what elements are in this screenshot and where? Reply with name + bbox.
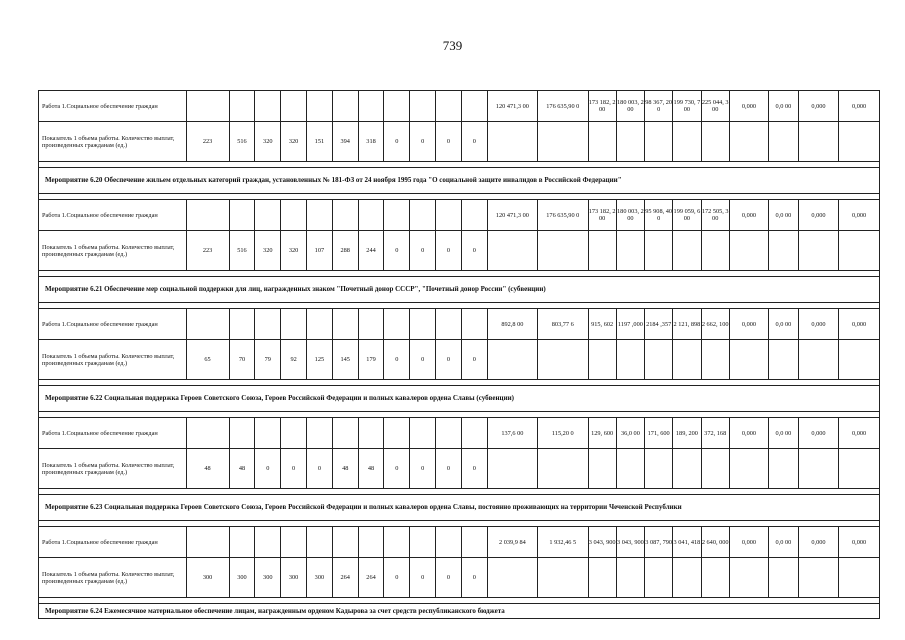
table-cell: 0,000: [798, 309, 839, 340]
table-cell: 36,0 00: [616, 418, 644, 449]
table-cell: 0,0 00: [769, 309, 799, 340]
table-cell: [410, 91, 436, 122]
table-cell: 173 182, 200: [588, 200, 616, 231]
table-cell: [281, 418, 307, 449]
table-cell: 0,000: [798, 200, 839, 231]
table-cell: 892,8 00: [487, 309, 537, 340]
table-cell: 3 087, 790: [645, 527, 673, 558]
table-cell: [229, 418, 255, 449]
table-cell: [538, 449, 588, 489]
table-cell: 0,000: [839, 309, 880, 340]
table-cell: 0: [307, 449, 333, 489]
table-cell: [436, 418, 462, 449]
table-cell: 179: [358, 340, 384, 380]
table-cell: 0: [461, 558, 487, 598]
table-cell: 244: [358, 231, 384, 271]
table-cell: [839, 449, 880, 489]
table-cell: [186, 527, 229, 558]
table-cell: [461, 527, 487, 558]
table-cell: 0: [384, 449, 410, 489]
work-label: Работа 1.Социальное обеспечение граждан: [39, 527, 187, 558]
table-cell: [255, 91, 281, 122]
table-cell: 2184 ,357: [645, 309, 673, 340]
table-cell: 225 044, 300: [701, 91, 729, 122]
table-cell: [229, 200, 255, 231]
table-cell: 129, 600: [588, 418, 616, 449]
table-cell: 151: [307, 122, 333, 162]
table-cell: [186, 418, 229, 449]
table-cell: 145: [332, 340, 358, 380]
table-cell: [798, 340, 839, 380]
work-row: [39, 418, 880, 449]
table-cell: [332, 309, 358, 340]
table-cell: [839, 122, 880, 162]
table-cell: [307, 309, 333, 340]
table-cell: 0: [281, 449, 307, 489]
table-cell: 915, 602: [588, 309, 616, 340]
table-cell: 0,000: [729, 418, 768, 449]
table-cell: [358, 527, 384, 558]
table-cell: [729, 122, 768, 162]
table-cell: [410, 527, 436, 558]
table-cell: [588, 122, 616, 162]
table-cell: [461, 309, 487, 340]
table-cell: [701, 449, 729, 489]
table-cell: [729, 340, 768, 380]
table-cell: [255, 309, 281, 340]
table-cell: 176 635,90 0: [538, 200, 588, 231]
table-cell: 372, 168: [701, 418, 729, 449]
table-cell: 199 059, 600: [673, 200, 701, 231]
table-cell: 0,000: [729, 200, 768, 231]
table-cell: [436, 91, 462, 122]
table-cell: 0,0 00: [769, 527, 799, 558]
table-cell: 0,000: [839, 200, 880, 231]
table-cell: [410, 418, 436, 449]
table-cell: [307, 527, 333, 558]
table-cell: [358, 309, 384, 340]
table-cell: 0: [410, 231, 436, 271]
table-cell: 115,20 0: [538, 418, 588, 449]
section-row: [39, 386, 880, 412]
work-label: Работа 1.Социальное обеспечение граждан: [39, 200, 187, 231]
work-label: Работа 1.Социальное обеспечение граждан: [39, 309, 187, 340]
table-cell: [186, 309, 229, 340]
table-cell: [307, 200, 333, 231]
table-cell: [461, 200, 487, 231]
table-cell: 320: [281, 231, 307, 271]
table-cell: 318: [358, 122, 384, 162]
table-cell: [538, 122, 588, 162]
table-cell: [769, 340, 799, 380]
table-cell: 3 043, 900: [616, 527, 644, 558]
table-cell: [255, 418, 281, 449]
table-cell: [729, 558, 768, 598]
indicator-row: [39, 449, 880, 489]
work-label: Работа 1.Социальное обеспечение граждан: [39, 418, 187, 449]
table-cell: 320: [281, 122, 307, 162]
table-cell: [701, 558, 729, 598]
table-cell: 0: [436, 122, 462, 162]
table-cell: 0: [461, 449, 487, 489]
table-cell: [384, 418, 410, 449]
table-cell: 48: [358, 449, 384, 489]
table-cell: 0: [436, 231, 462, 271]
table-cell: 79: [255, 340, 281, 380]
table-cell: [538, 340, 588, 380]
table-cell: [701, 122, 729, 162]
section-row: [39, 168, 880, 194]
table-cell: [798, 449, 839, 489]
table-cell: [538, 558, 588, 598]
table-cell: 394: [332, 122, 358, 162]
section-title: Мероприятие 6.23 Социальная поддержка Героев Советского Союза, Героев Российской Федерации и полных кавалеров ордена Славы, постоянно проживающих на территории Чеченской Республики: [39, 495, 880, 521]
table-cell: [410, 200, 436, 231]
table-cell: 0,000: [839, 418, 880, 449]
section-row: [39, 604, 880, 619]
table-cell: [487, 449, 537, 489]
table-cell: [701, 231, 729, 271]
table-cell: 264: [332, 558, 358, 598]
table-cell: [616, 449, 644, 489]
table-cell: 0,0 00: [769, 200, 799, 231]
table-cell: 1197 ,000: [616, 309, 644, 340]
table-cell: [673, 558, 701, 598]
table-cell: 264: [358, 558, 384, 598]
table-cell: 172 505, 300: [701, 200, 729, 231]
table-cell: 3 043, 900: [588, 527, 616, 558]
indicator-label: Показатель 1 объема работы. Количество выплат, произведенных гражданам (ед.): [39, 449, 187, 489]
table-cell: [358, 200, 384, 231]
budget-table: [38, 90, 880, 619]
table-cell: [673, 340, 701, 380]
table-cell: [588, 340, 616, 380]
table-cell: 0,000: [798, 91, 839, 122]
table-cell: [729, 449, 768, 489]
table-cell: [384, 309, 410, 340]
table-cell: [332, 527, 358, 558]
section-title: Мероприятие 6.24 Ежемесячное материальное обеспечение лицам, награжденным орденом Кадырова за счет средств республиканского бюджета: [39, 604, 880, 619]
table-cell: [281, 91, 307, 122]
table-cell: 2 121, 898: [673, 309, 701, 340]
table-cell: 0: [384, 340, 410, 380]
table-cell: [487, 340, 537, 380]
indicator-row: [39, 340, 880, 380]
table-cell: [332, 418, 358, 449]
table-cell: 300: [307, 558, 333, 598]
table-cell: [307, 91, 333, 122]
table-cell: 65: [186, 340, 229, 380]
table-cell: 48: [229, 449, 255, 489]
table-cell: 0,000: [729, 527, 768, 558]
table-cell: 0,000: [729, 309, 768, 340]
table-cell: [673, 231, 701, 271]
table-cell: 0,000: [798, 527, 839, 558]
table-cell: 180 003, 200: [616, 200, 644, 231]
table-cell: [798, 122, 839, 162]
table-cell: 0,000: [839, 91, 880, 122]
table-cell: 0: [436, 340, 462, 380]
table-cell: 803,77 6: [538, 309, 588, 340]
table-cell: [839, 340, 880, 380]
table-cell: 171, 600: [645, 418, 673, 449]
table-cell: [487, 122, 537, 162]
table-body: [39, 91, 880, 619]
table-cell: 300: [229, 558, 255, 598]
table-cell: [645, 231, 673, 271]
table-cell: [358, 418, 384, 449]
indicator-row: [39, 558, 880, 598]
table-cell: 180 003, 200: [616, 91, 644, 122]
section-title: Мероприятие 6.21 Обеспечение мер социальной поддержки для лиц, награжденных знаком "Почетный донор СССР", "Почетный донор России" (субвенции): [39, 277, 880, 303]
table-cell: 288: [332, 231, 358, 271]
table-cell: 107: [307, 231, 333, 271]
table-cell: 0: [410, 122, 436, 162]
work-row: [39, 200, 880, 231]
table-cell: [673, 122, 701, 162]
table-cell: 125: [307, 340, 333, 380]
table-cell: 300: [186, 558, 229, 598]
table-cell: 0: [384, 558, 410, 598]
table-cell: [307, 418, 333, 449]
table-cell: [436, 200, 462, 231]
table-cell: [384, 200, 410, 231]
table-cell: 0,000: [798, 418, 839, 449]
table-cell: 176 635,90 0: [538, 91, 588, 122]
table-cell: [769, 449, 799, 489]
table-cell: 48: [332, 449, 358, 489]
table-cell: 223: [186, 122, 229, 162]
table-cell: 3 041, 418: [673, 527, 701, 558]
indicator-label: Показатель 1 объема работы. Количество выплат, произведенных гражданам (ед.): [39, 340, 187, 380]
table-cell: [839, 558, 880, 598]
table-cell: [281, 200, 307, 231]
section-row: [39, 495, 880, 521]
table-cell: 189, 200: [673, 418, 701, 449]
table-cell: [798, 231, 839, 271]
table-cell: [616, 122, 644, 162]
table-cell: [229, 527, 255, 558]
table-cell: [701, 340, 729, 380]
table-cell: [384, 527, 410, 558]
table-cell: 300: [255, 558, 281, 598]
table-cell: [384, 91, 410, 122]
work-label: Работа 1.Социальное обеспечение граждан: [39, 91, 187, 122]
table-cell: 0: [255, 449, 281, 489]
table-cell: 320: [255, 231, 281, 271]
table-cell: 173 182, 200: [588, 91, 616, 122]
table-cell: [729, 231, 768, 271]
table-cell: 320: [255, 122, 281, 162]
table-cell: 0: [461, 340, 487, 380]
table-cell: 0,0 00: [769, 418, 799, 449]
indicator-label: Показатель 1 объема работы. Количество выплат, произведенных гражданам (ед.): [39, 558, 187, 598]
table-cell: [229, 91, 255, 122]
table-cell: [332, 91, 358, 122]
table-cell: [588, 449, 616, 489]
table-cell: 0: [436, 449, 462, 489]
table-cell: [281, 309, 307, 340]
table-cell: [645, 558, 673, 598]
table-cell: [616, 340, 644, 380]
table-cell: [461, 91, 487, 122]
table-cell: [769, 122, 799, 162]
table-cell: [410, 309, 436, 340]
table-cell: [673, 449, 701, 489]
section-title: Мероприятие 6.22 Социальная поддержка Героев Советского Союза, Героев Российской Федерации и полных кавалеров ордена Славы (субвенции): [39, 386, 880, 412]
table-cell: 0: [461, 231, 487, 271]
table-cell: 223: [186, 231, 229, 271]
indicator-label: Показатель 1 объема работы. Количество выплат, произведенных гражданам (ед.): [39, 231, 187, 271]
table-cell: [436, 527, 462, 558]
table-cell: 1 932,46 5: [538, 527, 588, 558]
table-cell: [645, 340, 673, 380]
table-cell: 2 662, 100: [701, 309, 729, 340]
page-number: 739: [442, 38, 463, 53]
table-cell: 0: [410, 340, 436, 380]
table-cell: [769, 231, 799, 271]
table-cell: [186, 200, 229, 231]
table-cell: 2 640, 000: [701, 527, 729, 558]
indicator-row: [39, 122, 880, 162]
work-row: [39, 309, 880, 340]
table-cell: 120 471,3 00: [487, 91, 537, 122]
table-cell: 0: [436, 558, 462, 598]
table-cell: 48: [186, 449, 229, 489]
work-row: [39, 527, 880, 558]
table-cell: [588, 558, 616, 598]
table-cell: 137,6 00: [487, 418, 537, 449]
table-cell: [255, 200, 281, 231]
table-cell: 120 471,3 00: [487, 200, 537, 231]
table-cell: 0: [410, 558, 436, 598]
table-cell: [538, 231, 588, 271]
table-cell: [616, 558, 644, 598]
table-cell: 0: [384, 122, 410, 162]
table-cell: 0,0 00: [769, 91, 799, 122]
table-cell: [487, 558, 537, 598]
table-cell: [229, 309, 255, 340]
table-cell: [798, 558, 839, 598]
table-cell: 95 908, 400: [645, 200, 673, 231]
section-title: Мероприятие 6.20 Обеспечение жильем отдельных категорий граждан, установленных № 181-ФЗ от 24 ноября 1995 года "О социальной защите инвалидов в Российской Федерации": [39, 168, 880, 194]
table-cell: [839, 231, 880, 271]
table-cell: [588, 231, 616, 271]
table-cell: [186, 91, 229, 122]
indicator-row: [39, 231, 880, 271]
table-cell: 92: [281, 340, 307, 380]
table-cell: 98 367, 200: [645, 91, 673, 122]
table-cell: [616, 231, 644, 271]
table-cell: 0: [384, 231, 410, 271]
section-row: [39, 277, 880, 303]
table-cell: [358, 91, 384, 122]
table-cell: 516: [229, 231, 255, 271]
table-cell: [645, 449, 673, 489]
table-cell: 0,000: [839, 527, 880, 558]
table-cell: [487, 231, 537, 271]
table-cell: 0: [410, 449, 436, 489]
table-cell: [645, 122, 673, 162]
table-cell: 199 730, 700: [673, 91, 701, 122]
table-cell: [332, 200, 358, 231]
table-cell: 516: [229, 122, 255, 162]
table-cell: [281, 527, 307, 558]
table-cell: [769, 558, 799, 598]
table-cell: [436, 309, 462, 340]
work-row: [39, 91, 880, 122]
table-cell: 0,000: [729, 91, 768, 122]
table-cell: [461, 418, 487, 449]
table-cell: [255, 527, 281, 558]
table-cell: 2 039,9 84: [487, 527, 537, 558]
table-cell: 70: [229, 340, 255, 380]
indicator-label: Показатель 1 объема работы. Количество выплат, произведенных гражданам (ед.): [39, 122, 187, 162]
table-cell: 300: [281, 558, 307, 598]
table-cell: 0: [461, 122, 487, 162]
